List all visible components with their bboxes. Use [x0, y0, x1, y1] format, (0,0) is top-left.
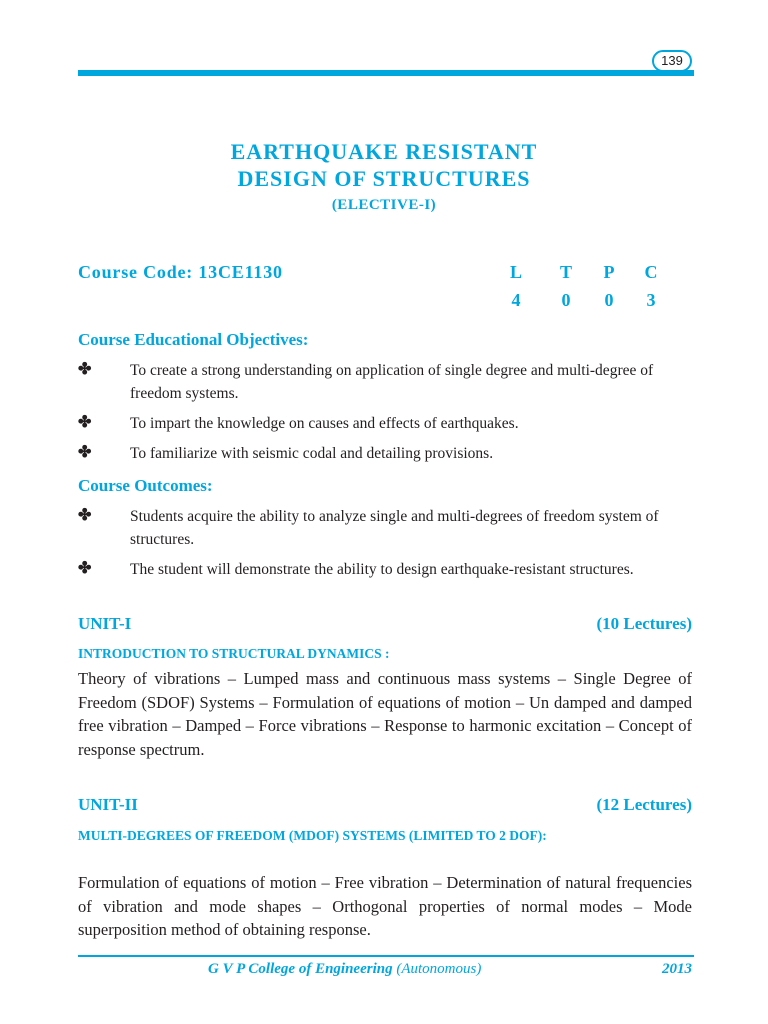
- bullet-icon: ✤: [78, 507, 92, 524]
- unit-body: Formulation of equations of motion – Free vibration – Determination of natural frequencies of vibration and mode shapes – Orthogonal properties of normal modes – Mode superposition method of obtaining response.: [78, 873, 692, 939]
- bullet-icon: ✤: [78, 444, 92, 461]
- objectives-heading: Course Educational Objectives:: [78, 330, 309, 349]
- autonomous-label: (Autonomous): [396, 961, 482, 977]
- unit-subtitle: MULTI-DEGREES OF FREEDOM (MDOF) SYSTEMS (LIMITED TO 2 DOF):: [78, 828, 547, 843]
- course-code: Course Code: 13CE1130: [78, 262, 283, 282]
- ltpc-value-c: 3: [646, 290, 656, 310]
- title-line-1: EARTHQUAKE RESISTANT: [230, 139, 538, 164]
- objective-text: To create a strong understanding on application of single degree and multi-degree of freedom systems.: [130, 362, 654, 402]
- footer-rule: [78, 955, 694, 957]
- college-name: G V P College of Engineering: [208, 961, 393, 977]
- unit-heading: [78, 795, 692, 815]
- unit-name: UNIT-II: [78, 795, 138, 814]
- ltpc-label-c: C: [644, 262, 658, 282]
- outcome-text: Students acquire the ability to analyze single and multi-degrees of freedom system of structures.: [130, 508, 659, 548]
- bullet-icon: ✤: [78, 414, 92, 431]
- bullet-icon: ✤: [78, 560, 92, 577]
- objective-text: To familiarize with seismic codal and detailing provisions.: [130, 445, 494, 462]
- unit-subtitle: INTRODUCTION TO STRUCTURAL DYNAMICS :: [78, 646, 390, 661]
- unit-lectures: (10 Lectures): [596, 614, 692, 633]
- subtitle: (ELECTIVE-I): [331, 197, 437, 213]
- ltpc-value-p: 0: [604, 290, 614, 310]
- page-number-badge: 139: [652, 50, 692, 72]
- footer-college: [208, 961, 481, 978]
- title-line-2: DESIGN OF STRUCTURES: [237, 166, 531, 191]
- ltpc-value-t: 0: [561, 290, 571, 310]
- ltpc-label-t: T: [559, 262, 572, 282]
- objective-text: To impart the knowledge on causes and effects of earthquakes.: [130, 415, 519, 432]
- outcome-text: The student will demonstrate the ability to design earthquake-resistant structures.: [130, 561, 634, 578]
- header-rule: [78, 70, 694, 76]
- ltpc-value-l: 4: [511, 290, 521, 310]
- footer-year: 2013: [662, 961, 692, 977]
- unit-lectures: (12 Lectures): [596, 795, 692, 814]
- ltpc-label-p: P: [603, 262, 615, 282]
- unit-body: Theory of vibrations – Lumped mass and continuous mass systems – Single Degree of Freedom (SDOF) Systems – Formulation of equations of motion – Un damped and damped free vibration – Damped – Force vibrations – Response to harmonic excitation – Concept of response spectrum.: [78, 669, 692, 759]
- unit-name: UNIT-I: [78, 614, 132, 633]
- outcomes-heading: Course Outcomes:: [78, 476, 213, 495]
- unit-heading: [78, 614, 692, 634]
- bullet-icon: ✤: [78, 361, 92, 378]
- ltpc-label-l: L: [509, 262, 522, 282]
